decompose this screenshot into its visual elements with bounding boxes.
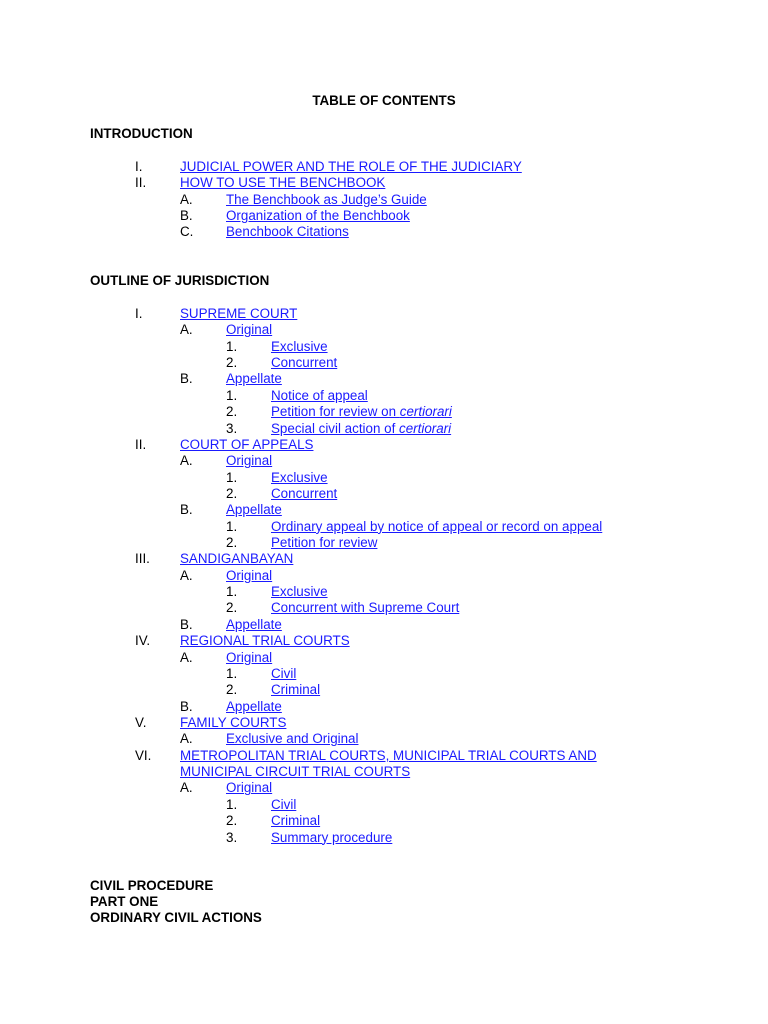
toc-link-text: Special civil action of xyxy=(271,420,400,436)
toc-entry-number: V. xyxy=(135,715,147,730)
section-heading-ordinary-civil-actions: ORDINARY CIVIL ACTIONS xyxy=(90,910,262,925)
toc-entry-number: A. xyxy=(180,322,193,338)
toc-link-text: Exclusive xyxy=(271,338,328,354)
toc-link-petition-for-review-on-certiorari[interactable] xyxy=(271,404,452,419)
toc-entry-number: B. xyxy=(180,208,193,224)
toc-entry-number: IV. xyxy=(135,633,151,649)
toc-entry-number: 1. xyxy=(226,469,238,485)
toc-entry-number: I. xyxy=(135,159,143,174)
toc-entry-number: III. xyxy=(135,551,150,567)
toc-link-text: Exclusive and Original xyxy=(226,731,359,747)
toc-link-concurrent[interactable] xyxy=(271,486,337,501)
toc-link-text: HOW TO USE THE BENCHBOOK xyxy=(180,175,386,191)
toc-entry-number: A. xyxy=(180,567,193,583)
toc-entry-number: 1. xyxy=(226,518,238,534)
toc-link-text: Appellate xyxy=(226,698,282,714)
toc-entry-number: 1. xyxy=(226,665,238,681)
toc-link-original[interactable] xyxy=(226,650,272,665)
toc-link-notice-of-appeal[interactable] xyxy=(271,388,368,403)
toc-link-text: Notice of appeal xyxy=(271,387,368,403)
toc-link-original[interactable] xyxy=(226,780,272,795)
toc-entry-number: A. xyxy=(180,731,193,747)
toc-entry-number: 2. xyxy=(226,355,238,371)
toc-entry-number: 2. xyxy=(226,535,238,551)
toc-entry-number: 2. xyxy=(226,813,238,829)
toc-entry-number: A. xyxy=(180,649,193,665)
toc-link-original[interactable] xyxy=(226,568,272,583)
toc-link-metropolitan-trial-courts-municipal-trial-courts-and[interactable] xyxy=(180,748,597,763)
section-heading-civil-procedure: CIVIL PROCEDURE xyxy=(90,878,214,893)
toc-link-text: SUPREME COURT xyxy=(180,306,298,321)
toc-link-text: Criminal xyxy=(271,813,321,829)
toc-entry-number: B. xyxy=(180,698,193,714)
section-heading-part-one: PART ONE xyxy=(90,894,159,909)
toc-link-supreme-court[interactable] xyxy=(180,306,297,321)
section-heading-outline-of-jurisdiction: OUTLINE OF JURISDICTION xyxy=(90,273,270,288)
toc-link-municipal-circuit-trial-courts[interactable] xyxy=(180,764,410,779)
toc-link-special-civil-action-of-certiorari[interactable] xyxy=(271,421,451,436)
toc-link-judicial-power-and-the-role-of-the-judiciary[interactable] xyxy=(180,159,522,174)
toc-entry-number: 2. xyxy=(226,600,238,616)
toc-link-appellate[interactable] xyxy=(226,371,282,386)
toc-link-text: Original xyxy=(226,780,273,796)
toc-link-text: Organization of the Benchbook xyxy=(226,208,410,224)
toc-link-petition-for-review[interactable] xyxy=(271,535,377,550)
toc-link-appellate[interactable] xyxy=(226,699,282,714)
toc-link-summary-procedure[interactable] xyxy=(271,830,392,845)
toc-link-text: Exclusive xyxy=(271,469,328,485)
toc-link-how-to-use-the-benchbook[interactable] xyxy=(180,175,385,190)
toc-link-exclusive[interactable] xyxy=(271,470,328,485)
toc-entry-number: 1. xyxy=(226,387,238,403)
section-heading-introduction: INTRODUCTION xyxy=(90,126,193,141)
toc-link-text: Benchbook Citations xyxy=(226,224,349,240)
toc-link-court-of-appeals[interactable] xyxy=(180,437,313,452)
toc-entry-number: A. xyxy=(180,780,193,796)
toc-link-text: Original xyxy=(226,649,273,665)
toc-link-text: Civil xyxy=(271,665,297,681)
toc-link-civil[interactable] xyxy=(271,797,296,812)
toc-link-text: Appellate xyxy=(226,502,282,518)
toc-link-exclusive[interactable] xyxy=(271,339,328,354)
toc-entry-number: 3. xyxy=(226,829,238,845)
toc-link-appellate[interactable] xyxy=(226,502,282,517)
page-title: TABLE OF CONTENTS xyxy=(312,93,456,108)
toc-entry-number: 2. xyxy=(226,485,238,501)
toc-link-text: Summary procedure xyxy=(271,829,393,845)
toc-entry-number: B. xyxy=(180,371,193,387)
toc-link-text: Petition for review xyxy=(271,535,378,551)
toc-link-exclusive-and-original[interactable] xyxy=(226,731,358,746)
toc-link-criminal[interactable] xyxy=(271,813,320,828)
toc-entry-number: VI. xyxy=(135,747,152,763)
toc-link-text: Civil xyxy=(271,796,297,812)
toc-entry-number: B. xyxy=(180,502,193,518)
toc-link-concurrent-with-supreme-court[interactable] xyxy=(271,600,459,615)
toc-link-text: Petition for review on xyxy=(271,404,400,420)
toc-entry-number: I. xyxy=(135,306,143,321)
toc-link-criminal[interactable] xyxy=(271,682,320,697)
toc-link-italic-text: certiorari xyxy=(399,420,452,436)
toc-link-text: Exclusive xyxy=(271,584,328,600)
toc-link-text: MUNICIPAL CIRCUIT TRIAL COURTS xyxy=(180,764,411,780)
toc-link-text: Concurrent xyxy=(271,355,338,371)
toc-link-text: FAMILY COURTS xyxy=(180,715,287,730)
toc-entry-number: 3. xyxy=(226,420,238,436)
toc-link-original[interactable] xyxy=(226,322,272,337)
toc-link-text: Criminal xyxy=(271,682,321,698)
toc-entry-number: 2. xyxy=(226,682,238,698)
toc-entry-number: II. xyxy=(135,175,147,191)
toc-link-text: METROPOLITAN TRIAL COURTS, MUNICIPAL TRIAL COURTS AND xyxy=(180,747,597,763)
toc-link-text: Appellate xyxy=(226,371,282,387)
toc-link-regional-trial-courts[interactable] xyxy=(180,633,350,648)
toc-link-civil[interactable] xyxy=(271,666,296,681)
toc-link-text: COURT OF APPEALS xyxy=(180,436,314,452)
toc-entry-number: C. xyxy=(180,224,194,240)
toc-link-text: Original xyxy=(226,322,273,338)
toc-link-text: Original xyxy=(226,567,273,583)
toc-entry-number: 2. xyxy=(226,404,238,420)
toc-link-exclusive[interactable] xyxy=(271,584,328,599)
toc-link-the-benchbook-as-judge-s-guide[interactable] xyxy=(226,192,427,207)
toc-entry-number: II. xyxy=(135,436,147,452)
toc-link-original[interactable] xyxy=(226,453,272,468)
toc-link-text: Ordinary appeal by notice of appeal or record on appeal xyxy=(271,518,603,534)
toc-entry-number: B. xyxy=(180,616,193,632)
toc-entry-number: 1. xyxy=(226,338,238,354)
toc-link-text: REGIONAL TRIAL COURTS xyxy=(180,633,350,649)
toc-entry-number: A. xyxy=(180,191,193,207)
toc-link-ordinary-appeal-by-notice-of-appeal-or-record-on-appeal[interactable] xyxy=(271,519,602,534)
toc-link-text: Concurrent xyxy=(271,485,338,501)
toc-link-appellate[interactable] xyxy=(226,617,282,632)
toc-link-italic-text: certiorari xyxy=(399,404,452,420)
toc-link-text: Concurrent with Supreme Court xyxy=(271,600,460,616)
toc-link-text: Appellate xyxy=(226,616,282,632)
toc-link-family-courts[interactable] xyxy=(180,715,286,730)
toc-entry-number: 1. xyxy=(226,584,238,600)
toc-entry-number: 1. xyxy=(226,796,238,812)
toc-link-text: JUDICIAL POWER AND THE ROLE OF THE JUDICIARY xyxy=(180,159,522,174)
toc-link-text: The Benchbook as Judge’s Guide xyxy=(226,191,427,207)
toc-link-sandiganbayan[interactable] xyxy=(180,551,293,566)
toc-link-text: Original xyxy=(226,453,273,469)
toc-link-benchbook-citations[interactable] xyxy=(226,224,349,239)
toc-link-text: SANDIGANBAYAN xyxy=(180,551,294,567)
toc-link-organization-of-the-benchbook[interactable] xyxy=(226,208,410,223)
toc-link-concurrent[interactable] xyxy=(271,355,337,370)
toc-entry-number: A. xyxy=(180,453,193,469)
